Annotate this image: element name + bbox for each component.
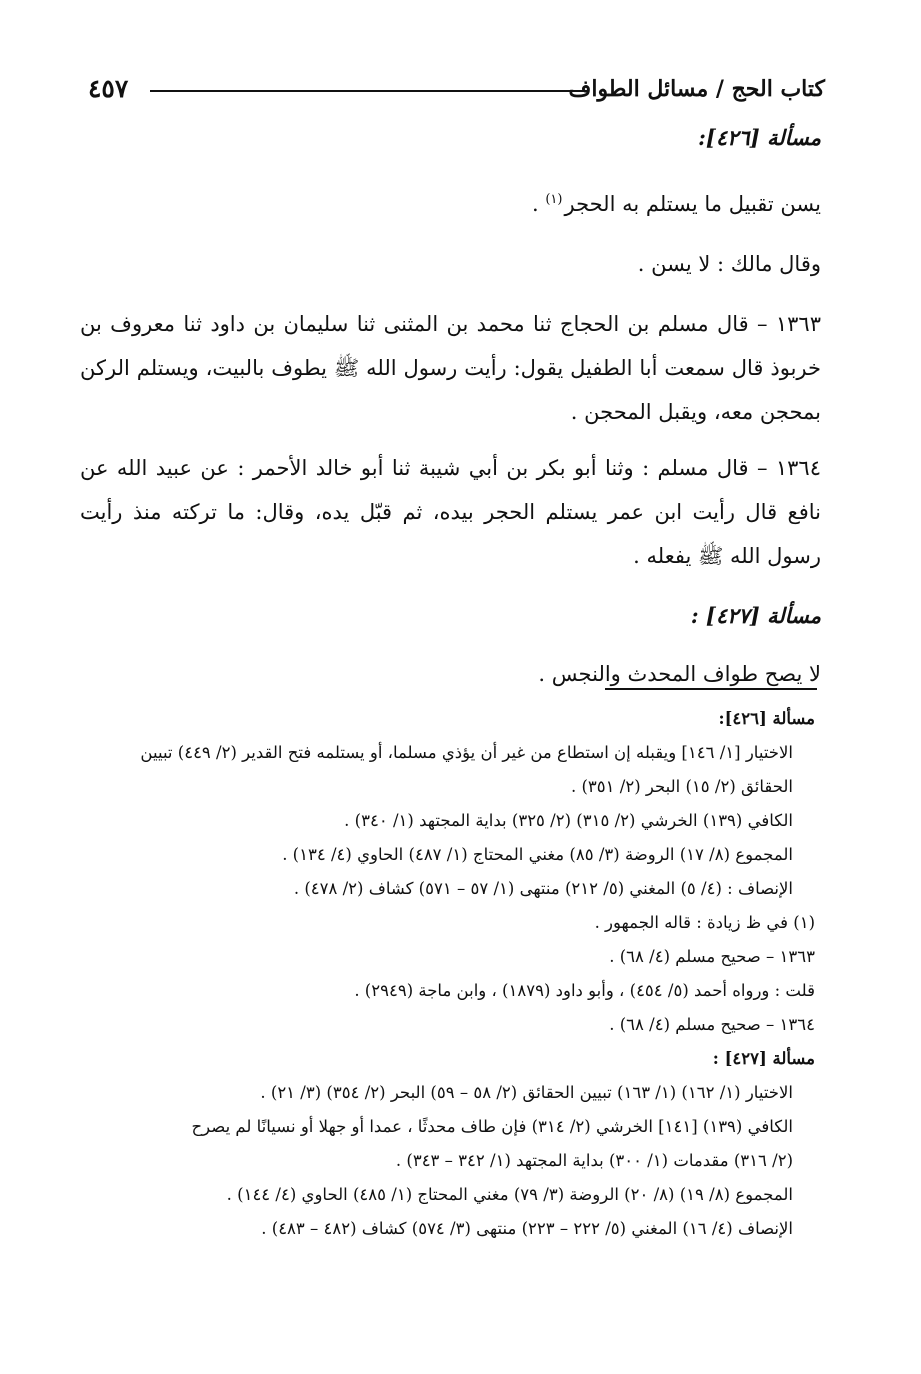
footnote-heading-427: مسألة [٤٢٧] :	[712, 1049, 815, 1068]
hadith-1364: ١٣٦٤ – قال مسلم : وثنا أبو بكر بن أبي شيبة ثنا أبو خالد الأحمر : عن عبيد الله عن نافع قال رأيت ابن عمر يستلم الحجر بيده، ثم قبّل يده، وقال: ما تركته منذ رأيت رسول الله ﷺ يفعله .	[80, 456, 821, 568]
hadith-1363: ١٣٦٣ – قال مسلم بن الحجاج ثنا محمد بن المثنى ثنا سليمان بن داود ثنا معروف بن خربوذ قال سمعت أبا الطفيل يقول: رأيت رسول الله ﷺ يطوف بالبيت، ويستلم الركن بمحجن معه، ويقبل المحجن .	[80, 312, 821, 424]
masala-427-ruling: لا يصح طواف المحدث والنجس .	[538, 662, 821, 686]
footnote-line: الاختيار [١/ ١٤٦] ويقبله إن استطاع من غير أن يؤذي مسلما، أو يستلمه فتح القدير (٢/ ٤٤٩) تبيين	[140, 743, 793, 762]
footnote-ref-1: (١)	[545, 192, 563, 207]
footnote-line: (٢/ ٣١٦) مقدمات (١/ ٣٠٠) بداية المجتهد (١/ ٣٤٢ – ٣٤٣) .	[395, 1151, 793, 1170]
ruling-text: يسن تقبيل ما يستلم به الحجر	[564, 192, 821, 216]
footnote-separator	[605, 688, 817, 690]
footnote-line: الكافي (١٣٩) [١٤١] الخرشي (٢/ ٣١٤) فإن طاف محدثًا ، عمدا أو جهلا أو نسيانًا لم يصرح	[191, 1117, 793, 1136]
running-title: كتاب الحج / مسائل الطواف	[568, 76, 825, 102]
footnote-line: قلت : ورواه أحمد (٥/ ٤٥٤) ، وأبو داود (١٨٧٩) ، وابن ماجة (٢٩٤٩) .	[354, 981, 815, 1000]
footnote-heading-426: مسألة [٤٢٦]:	[718, 709, 815, 728]
footnotes	[70, 702, 815, 1246]
ruling-end: .	[531, 192, 546, 216]
footnote-line: الإنصاف (٤/ ١٦) المغني (٥/ ٢٢٢ – ٢٢٣) منتهى (٣/ ٥٧٤) كشاف (٤٨٢ – ٤٨٣) .	[261, 1219, 793, 1238]
footnote-line: المجموع (٨/ ١٩) (٨/ ٢٠) الروضة (٣/ ٧٩) مغني المحتاج (١/ ٤٨٥) الحاوي (٤/ ١٤٤) .	[226, 1185, 793, 1204]
footnote-1: (١) في ظ زيادة : قاله الجمهور .	[594, 913, 815, 932]
masala-426-heading: مسألة [٤٢٦]:	[698, 125, 821, 150]
footnote-line: الاختيار (١/ ١٦٢) (١/ ١٦٣) تبيين الحقائق (٢/ ٥٨ – ٥٩) البحر (٢/ ٣٥٤) (٣/ ٢١) .	[260, 1083, 793, 1102]
footnote-line: ١٣٦٣ – صحيح مسلم (٤/ ٦٨) .	[609, 947, 815, 966]
header-rule	[150, 90, 589, 92]
page-header	[88, 74, 825, 108]
page-number: ٤٥٧	[88, 74, 129, 103]
footnote-line: ١٣٦٤ – صحيح مسلم (٤/ ٦٨) .	[609, 1015, 815, 1034]
footnote-line: الإنصاف : (٤/ ٥) المغني (٥/ ٢١٢) منتهى (١/ ٥٧ – ٥٧١) كشاف (٢/ ٤٧٨) .	[293, 879, 793, 898]
malik-opinion: وقال مالك : لا يسن .	[637, 252, 821, 276]
main-text	[80, 118, 821, 696]
masala-426-ruling	[80, 178, 821, 226]
footnote-line: الحقائق (٢/ ١٥) البحر (٢/ ٣٥١) .	[570, 777, 793, 796]
footnote-line: الكافي (١٣٩) الخرشي (٢/ ٣١٥) (٢/ ٣٢٥) بداية المجتهد (١/ ٣٤٠) .	[344, 811, 793, 830]
footnote-line: المجموع (٨/ ١٧) الروضة (٣/ ٨٥) مغني المحتاج (١/ ٤٨٧) الحاوي (٤/ ١٣٤) .	[282, 845, 793, 864]
masala-427-heading: مسألة [٤٢٧] :	[690, 603, 821, 628]
